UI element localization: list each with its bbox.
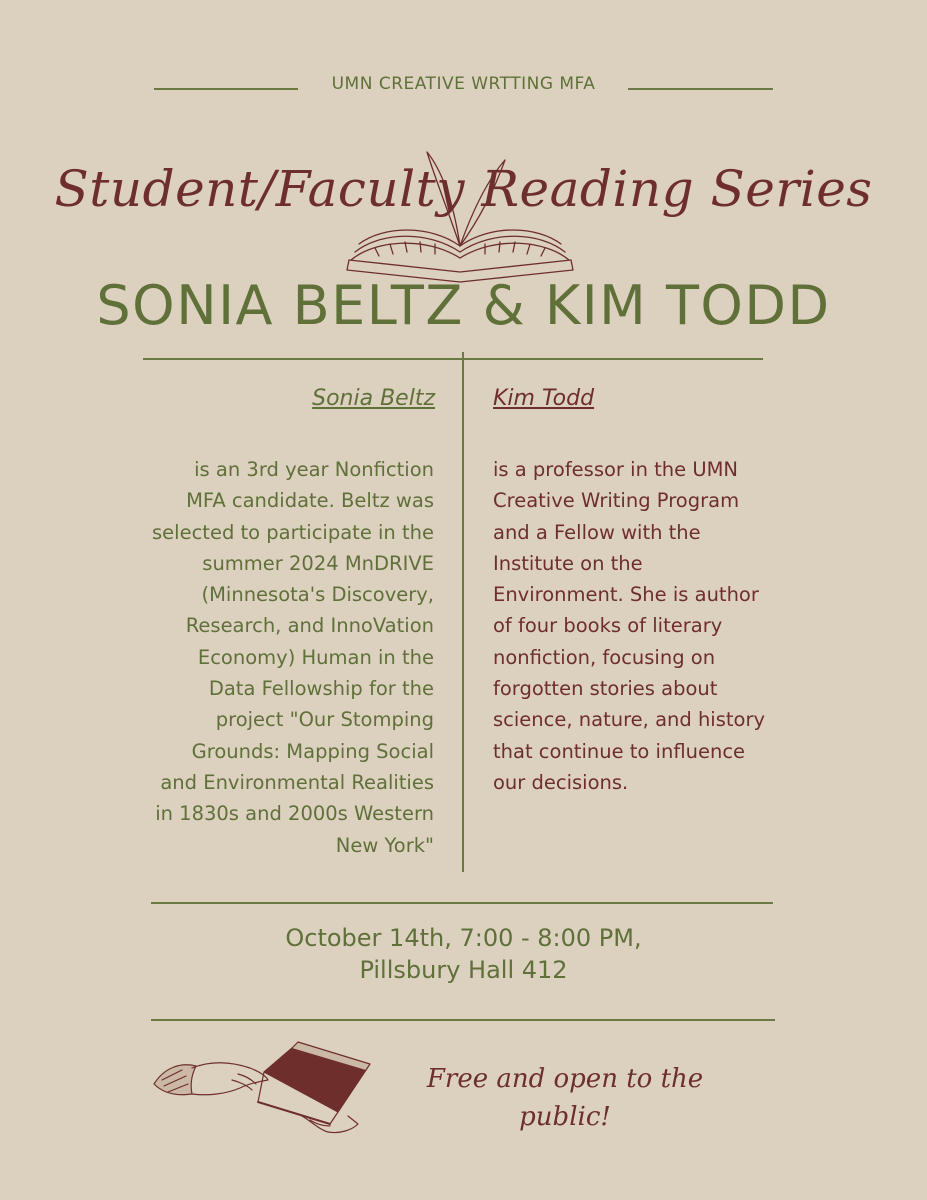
series-title: Student/Faculty Reading Series [54,160,873,218]
org-name: UMN CREATIVE WRTTING MFA [331,74,596,94]
hands-holding-book-illustration [152,1040,374,1135]
bio-line: of four books of literary [493,614,723,638]
admission-line-1: Free and open to the [426,1064,704,1094]
names-divider [143,358,763,360]
bio-sonia [90,454,434,861]
reader-name-kim: Kim Todd [493,386,595,411]
reader-names-heading: SONIA BELTZ & KIM TODD [96,274,831,337]
event-divider-top [151,902,773,904]
bio-line: nonfiction, focusing on [493,645,716,669]
bio-line: Research, and InnoVation [185,614,434,638]
bio-line: Economy) Human in the [197,645,434,669]
bio-line: Environment. She is author [493,583,759,607]
bio-line: Data Fellowship for the [208,677,434,701]
event-details [0,922,927,986]
bio-line: forgotten stories about [493,677,718,701]
bio-line: our decisions. [493,770,629,794]
bio-kim [493,454,828,798]
admission-line-2: public! [519,1102,611,1132]
event-location: Pillsbury Hall 412 [359,956,568,984]
bio-line: that continue to influence [493,739,746,763]
bio-line: project "Our Stomping [215,708,434,732]
bio-line: science, nature, and history [493,708,766,732]
column-divider [462,352,464,872]
bio-line: and Environmental Realities [160,770,434,794]
bio-line: in 1830s and 2000s Western [155,802,434,826]
bio-line: MFA candidate. Beltz was [186,489,434,513]
bio-line: selected to participate in the [152,520,434,544]
reader-name-sonia: Sonia Beltz [312,386,435,411]
bio-line: summer 2024 MnDRIVE [202,551,434,575]
bio-line: New York" [335,833,434,857]
bio-line: is a professor in the UMN [493,458,739,481]
bio-line: Grounds: Mapping Social [191,739,434,763]
event-datetime: October 14th, 7:00 - 8:00 PM, [285,924,642,952]
header-rule-right [628,88,773,90]
bio-line: Institute on the [493,551,643,575]
bio-line: and a Fellow with the [493,520,701,544]
bio-line: Creative Writing Program [493,489,740,513]
bio-line: (Minnesota's Discovery, [201,583,434,607]
event-divider-bottom [151,1019,775,1021]
admission-note [395,1060,735,1136]
bio-line: is an 3rd year Nonfiction [194,458,434,481]
